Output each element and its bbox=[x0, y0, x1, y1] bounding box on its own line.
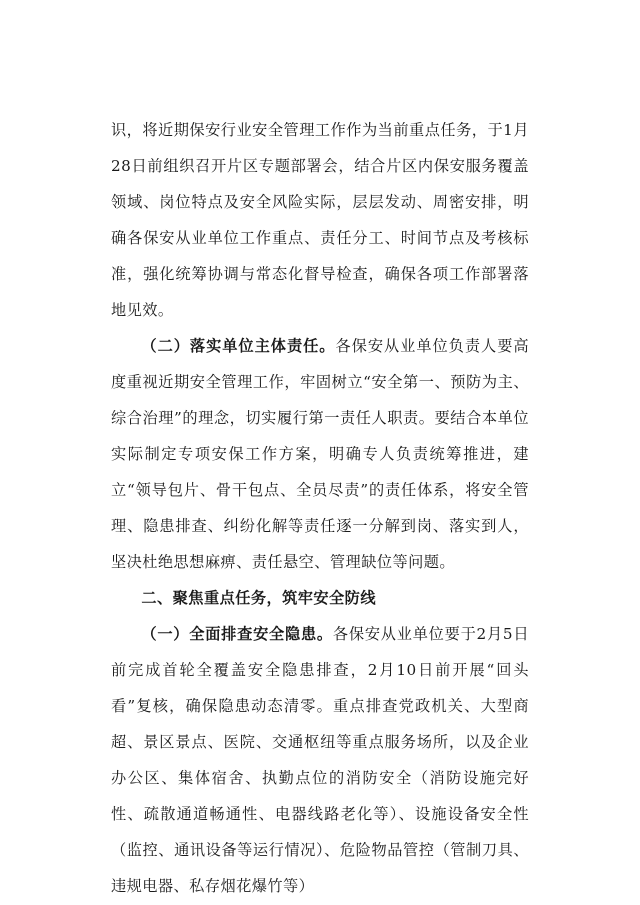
paragraph-text: 各保安从业单位负责人要高度重视近期安全管理工作，牢固树立“安全第一、预防为主、综合治理”的理念，切实履行第一责任人职责。要结合本单位实际制定专项安保工作方案，明确专人负责统筹推进，建立“领导包片、骨干包点、全员尽责”的责任体系，将安全管理、隐患排查、纠纷化解等责任逐一分解到岗、落实到人，坚决杜绝思想麻痹、责任悬空、管理缺位等问题。 bbox=[111, 337, 529, 571]
paragraph-unit-responsibility bbox=[111, 328, 529, 580]
paragraph-lead-heading: （二）落实单位主体责任。 bbox=[141, 337, 336, 355]
paragraph-text: 识，将近期保安行业安全管理工作作为当前重点任务，于1月28日前组织召开片区专题部署会，结合片区内保安服务覆盖领域、岗位特点及安全风险实际，层层发动、周密安排，明确各保安从业单位工作重点、责任分工、时间节点及考核标准，强化统筹协调与常态化督导检查，确保各项工作部署落地见效。 bbox=[111, 121, 529, 319]
paragraph-text: 各保安从业单位要于2月5日前完成首轮全覆盖安全隐患排查，2月10日前开展“回头看”复核，确保隐患动态清零。重点排查党政机关、大型商超、景区景点、医院、交通枢纽等重点服务场所，以及企业办公区、集体宿舍、执勤点位的消防安全（消防设施完好性、疏散通道畅通性、电器线路老化等）、设施设备安全性（监控、通讯设备等运行情况）、危险物品管控（管制刀具、违规电器、私存烟花爆竹等） bbox=[111, 625, 529, 895]
document-body bbox=[111, 112, 529, 904]
paragraph-continued bbox=[111, 112, 529, 328]
section-heading: 二、聚焦重点任务，筑牢安全防线 bbox=[141, 589, 376, 607]
paragraph-lead-heading: （一）全面排查安全隐患。 bbox=[141, 625, 333, 643]
paragraph-hazard-inspection bbox=[111, 616, 529, 904]
